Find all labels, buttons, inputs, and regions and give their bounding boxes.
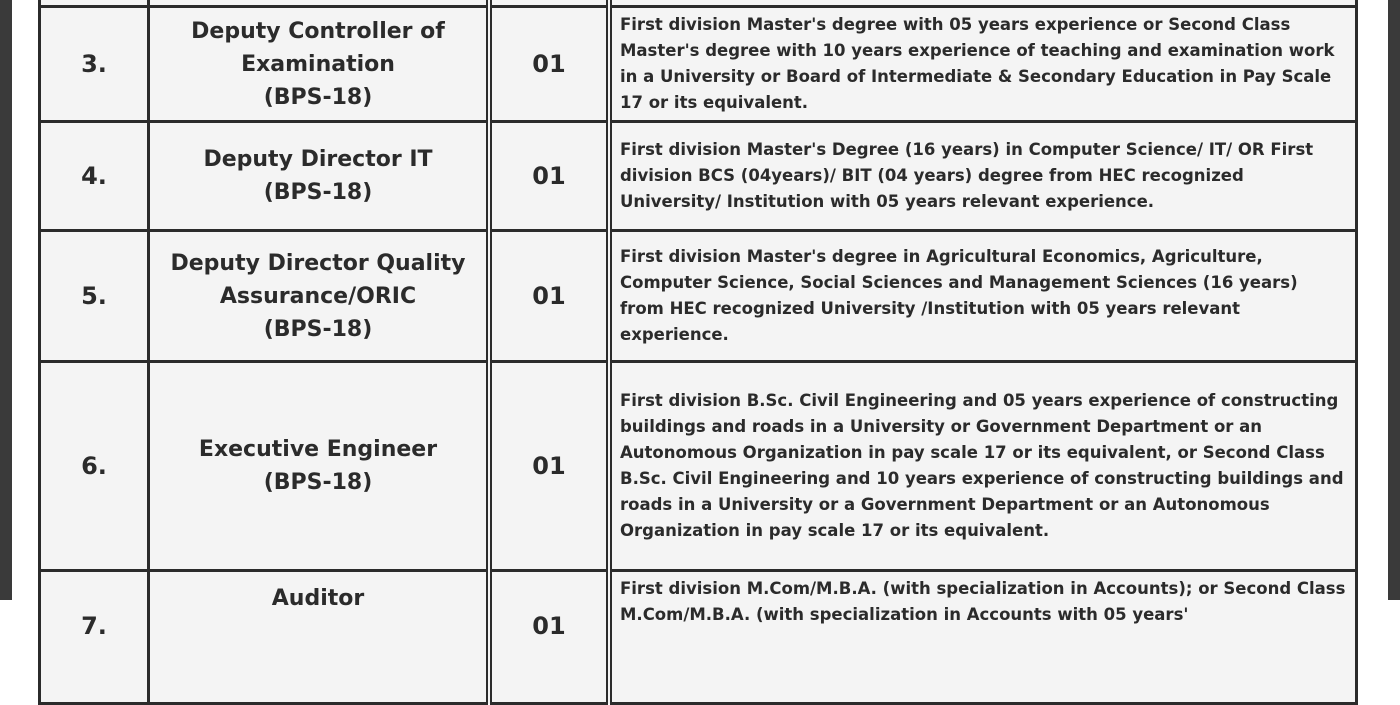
post-name xyxy=(149,122,490,231)
page-border-right xyxy=(1388,0,1400,600)
post-scale: (BPS-18) xyxy=(263,470,373,495)
post-scale: (BPS-18) xyxy=(263,316,373,342)
qualification-text: First division Master's degree in Agricultural Economics, Agriculture, Computer Science, Social Sciences and Management Sciences (16 years) from HEC recognized University /Institution with 05 years relevant experience. xyxy=(609,231,1357,362)
table-row xyxy=(40,7,1357,122)
post-name-line: Deputy Director IT xyxy=(203,147,433,172)
vacancies-table xyxy=(38,0,1358,705)
post-name-line: Deputy Controller of xyxy=(191,18,445,44)
serial-number: 6. xyxy=(40,362,149,571)
table-row xyxy=(40,571,1357,704)
post-count: 01 xyxy=(489,362,609,571)
table-row xyxy=(40,122,1357,231)
post-count: 01 xyxy=(489,7,609,122)
serial-number: 5. xyxy=(40,231,149,362)
post-name-line: Executive Engineer xyxy=(198,437,438,462)
post-count: 01 xyxy=(489,231,609,362)
post-name xyxy=(149,362,490,571)
serial-number: 4. xyxy=(40,122,149,231)
post-count: 01 xyxy=(489,122,609,231)
post-count: 01 xyxy=(489,571,609,704)
qualification-text: First division Master's Degree (16 years) in Computer Science/ IT/ OR First division BCS (04years)/ BIT (04 years) degree from HEC recognized University/ Institution with 05 years relevant experience. xyxy=(609,122,1357,231)
post-name-line: Assurance/ORIC xyxy=(219,283,417,309)
post-name xyxy=(149,7,490,122)
post-scale: (BPS-18) xyxy=(263,180,373,205)
post-name xyxy=(149,231,490,362)
table-row xyxy=(40,362,1357,571)
page-border-left xyxy=(0,0,12,600)
table-row xyxy=(40,231,1357,362)
qualification-text: First division M.Com/M.B.A. (with specialization in Accounts); or Second Class M.Com/M.B.A. (with specialization in Accounts with 05 years' xyxy=(609,571,1357,704)
serial-number: 3. xyxy=(40,7,149,122)
post-name-line: Deputy Director Quality xyxy=(170,250,466,276)
qualification-text: First division Master's degree with 05 years experience or Second Class Master's degree with 10 years experience of teaching and examination work in a University or Board of Intermediate & Secondary Education in Pay Scale 17 or its equivalent. xyxy=(609,7,1357,122)
post-scale: (BPS-18) xyxy=(263,84,373,110)
post-name xyxy=(149,571,490,704)
serial-number: 7. xyxy=(40,571,149,704)
qualification-text: First division B.Sc. Civil Engineering and 05 years experience of constructing buildings and roads in a University or Government Department or an Autonomous Organization in pay scale 17 or its equivalent, or Second Class B.Sc. Civil Engineering and 10 years experience of constructing buildings and roads in a University or a Government Department or an Autonomous Organization in pay scale 17 or its equivalent. xyxy=(609,362,1357,571)
post-name-line: Auditor xyxy=(271,586,365,611)
post-name-line: Examination xyxy=(241,51,395,77)
